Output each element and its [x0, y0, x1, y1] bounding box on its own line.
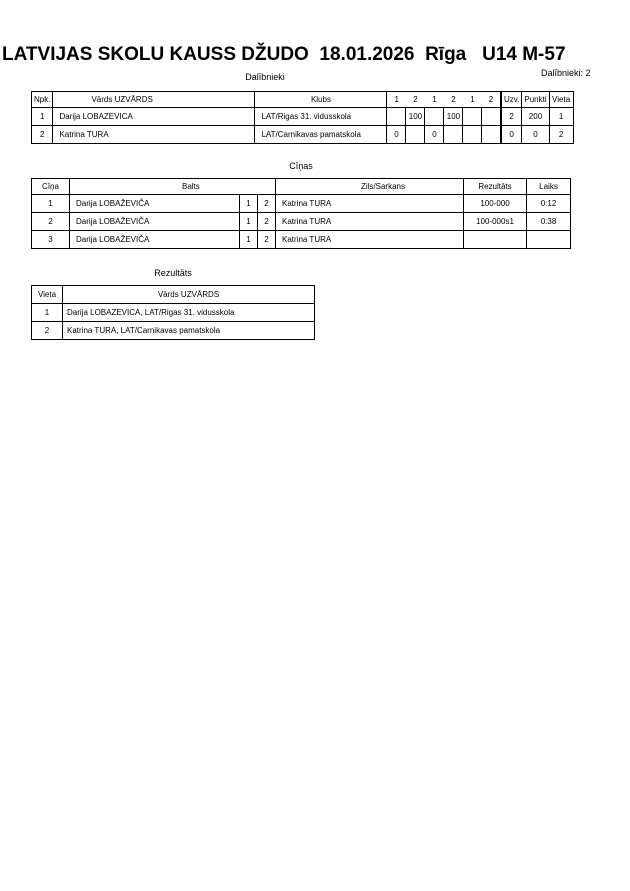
cell-score: 100 [444, 108, 463, 126]
cell-wins: 2 [501, 108, 522, 126]
col-result: Rezultāts [464, 179, 527, 195]
cell-result: 100-000s1 [464, 213, 527, 231]
table-row [32, 108, 574, 126]
event-category: U14 M-57 [482, 44, 566, 65]
col-name: Vārds UZVĀRDS [53, 92, 255, 108]
participants-count: Dalībnieki: 2 [541, 68, 591, 78]
col-place: Vieta [32, 286, 63, 304]
cell-place: 1 [549, 108, 573, 126]
table-header-row [32, 286, 315, 304]
event-name: LATVIJAS SKOLU KAUSS DŽUDO [2, 44, 309, 65]
cell-name: Darija LOBAZEVICA, LAT/Rigas 31. vidusskola [63, 304, 315, 322]
table-row [32, 126, 574, 144]
cell-place: 2 [549, 126, 573, 144]
cell-score [444, 126, 463, 144]
cell-score: 0 [387, 126, 406, 144]
col-round: 2 [482, 92, 501, 108]
cell-blue: Katrina TURA [276, 195, 464, 213]
table-header-row [32, 179, 571, 195]
cell-blue-marker: 2 [258, 213, 276, 231]
cell-place: 2 [32, 322, 63, 340]
table-row [32, 231, 571, 249]
event-date: 18.01.2026 [319, 44, 415, 65]
participants-caption: Dalībnieki [245, 72, 285, 82]
col-round: 1 [463, 92, 482, 108]
table-row [32, 195, 571, 213]
event-city: Rīga [425, 44, 467, 65]
cell-npk: 1 [32, 108, 53, 126]
cell-white-marker: 1 [240, 213, 258, 231]
col-npk: Npk. [32, 92, 53, 108]
cell-club: LAT/Rigas 31. vidusskola [255, 108, 387, 126]
cell-fight-number: 1 [32, 195, 70, 213]
cell-result [464, 231, 527, 249]
cell-time: 0:38 [527, 213, 571, 231]
participants-table [31, 91, 574, 144]
cell-score: 100 [406, 108, 425, 126]
col-place: Vieta [549, 92, 573, 108]
cell-white: Darija LOBAŽEVIČA [70, 213, 240, 231]
cell-place: 1 [32, 304, 63, 322]
results-caption: Rezultāts [154, 268, 192, 278]
col-round: 1 [387, 92, 406, 108]
col-wins: Uzv. [501, 92, 522, 108]
cell-score [463, 126, 482, 144]
cell-wins: 0 [501, 126, 522, 144]
col-white: Balts [70, 179, 276, 195]
col-fight-number: Cīņa [32, 179, 70, 195]
cell-time: 0:12 [527, 195, 571, 213]
cell-club: LAT/Carnikavas pamatskola [255, 126, 387, 144]
cell-blue-marker: 2 [258, 195, 276, 213]
results-table [31, 285, 315, 340]
cell-score [482, 126, 501, 144]
cell-points: 0 [522, 126, 549, 144]
table-row [32, 322, 315, 340]
cell-score: 0 [425, 126, 444, 144]
cell-white-marker: 1 [240, 231, 258, 249]
col-time: Laiks [527, 179, 571, 195]
table-header-row [32, 92, 574, 108]
col-club: Klubs [255, 92, 387, 108]
cell-blue: Katrina TURA [276, 231, 464, 249]
page-title [2, 44, 630, 66]
cell-score [463, 108, 482, 126]
cell-npk: 2 [32, 126, 53, 144]
table-row [32, 304, 315, 322]
cell-blue: Katrina TURA [276, 213, 464, 231]
cell-name: Katrina TURA [53, 126, 255, 144]
cell-time [527, 231, 571, 249]
cell-result: 100-000 [464, 195, 527, 213]
cell-fight-number: 3 [32, 231, 70, 249]
col-round: 2 [444, 92, 463, 108]
table-row [32, 213, 571, 231]
cell-name: Darija LOBAZEVICA [53, 108, 255, 126]
fights-table [31, 178, 571, 249]
col-points: Punkti [522, 92, 549, 108]
cell-score [425, 108, 444, 126]
cell-blue-marker: 2 [258, 231, 276, 249]
cell-score [387, 108, 406, 126]
col-blue: Zils/Sarkans [276, 179, 464, 195]
cell-white: Darija LOBAŽEVIČA [70, 231, 240, 249]
cell-name: Katrina TURA, LAT/Carnikavas pamatskola [63, 322, 315, 340]
col-name: Vārds UZVĀRDS [63, 286, 315, 304]
col-round: 2 [406, 92, 425, 108]
cell-white: Darija LOBAŽEVIČA [70, 195, 240, 213]
fights-caption: Cīņas [289, 161, 313, 171]
cell-score [482, 108, 501, 126]
cell-white-marker: 1 [240, 195, 258, 213]
cell-points: 200 [522, 108, 549, 126]
col-round: 1 [425, 92, 444, 108]
cell-fight-number: 2 [32, 213, 70, 231]
cell-score [406, 126, 425, 144]
